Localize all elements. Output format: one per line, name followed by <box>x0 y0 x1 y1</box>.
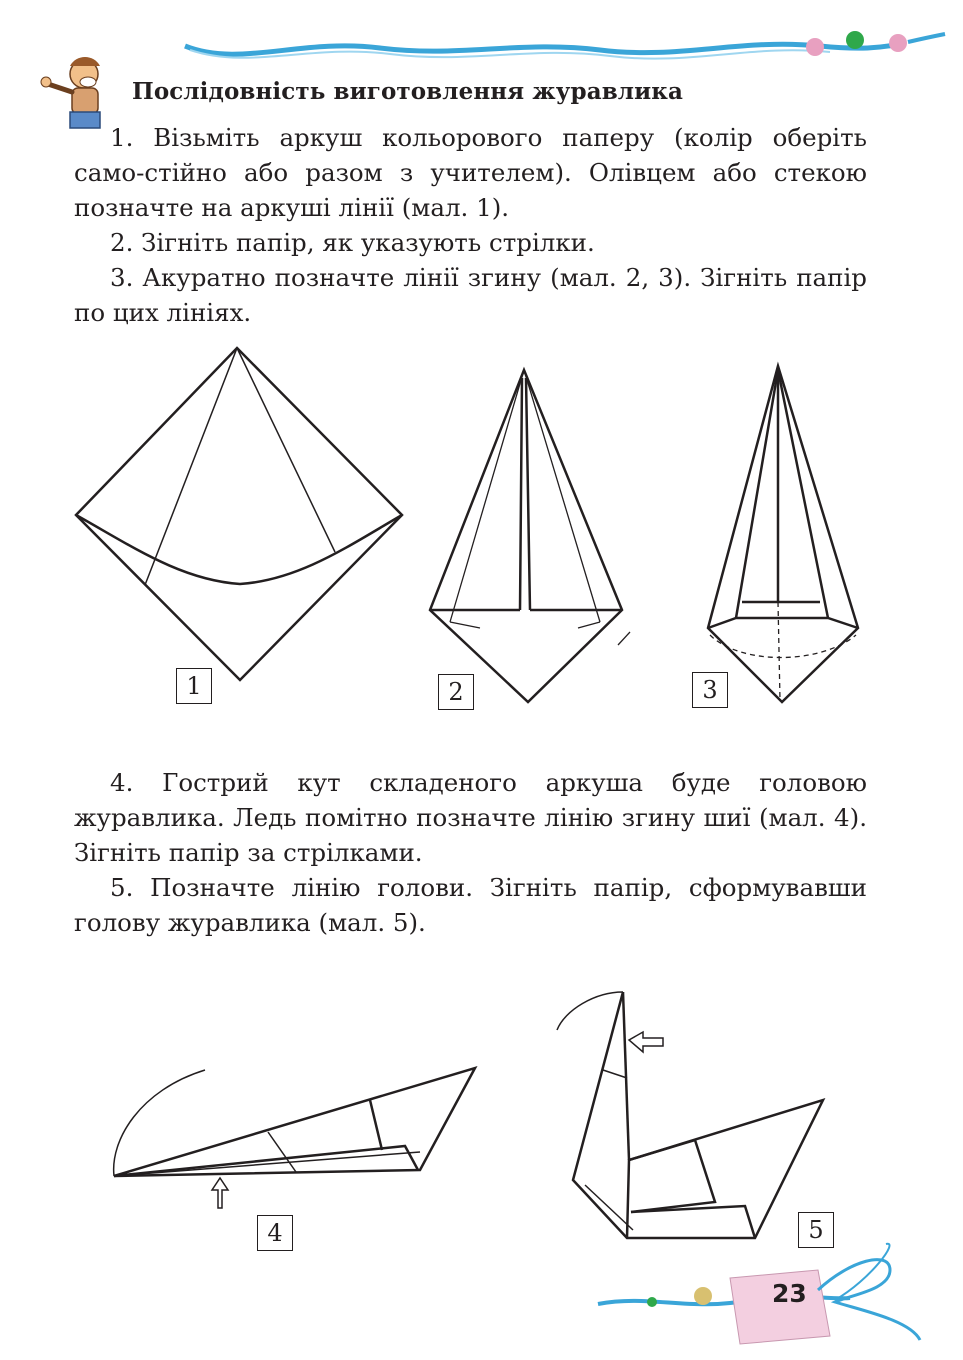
figure-3-diagram <box>700 360 870 710</box>
step-1: 1. Візьміть аркуш кольорового паперу (колір оберіть само-стійно або разом з учителем). Олівцем або стекою позначте на аркуші лінії (мал. 1). <box>74 123 867 222</box>
figure-2-label: 2 <box>438 674 474 710</box>
step-5: 5. Позначте лінію голови. Зігніть папір, сформувавши голову журавлика (мал. 5). <box>74 873 867 937</box>
page-number: 23 <box>772 1279 807 1308</box>
section-title: Послідовність виготовлення журавлика <box>132 78 683 105</box>
figure-4-diagram <box>100 1060 490 1220</box>
figure-2-diagram <box>420 360 640 710</box>
green-bead-icon <box>647 1297 657 1307</box>
step-4: 4. Гострий кут складеного аркуша буде головою журавлика. Ледь помітно позначте лінію згину шиї (мал. 4). Зігніть папір за стрілками. <box>74 768 867 867</box>
figure-1-diagram <box>70 340 410 700</box>
pink-bead-icon <box>889 34 907 52</box>
figure-5-diagram <box>545 980 845 1250</box>
step-3: 3. Акуратно позначте лінії згину (мал. 2, 3). Зігніть папір по цих лініях. <box>74 263 867 327</box>
yellow-bead-icon <box>694 1287 712 1305</box>
steps-bottom <box>74 765 867 940</box>
figure-3-label: 3 <box>692 672 728 708</box>
step-2: 2. Зігніть папір, як указують стрілки. <box>110 228 595 257</box>
pink-bead-icon <box>806 38 824 56</box>
top-ribbon-decoration <box>180 28 950 78</box>
figure-5-label: 5 <box>798 1212 834 1248</box>
figure-4-label: 4 <box>257 1215 293 1251</box>
steps-top <box>74 120 867 330</box>
figure-1-label: 1 <box>176 668 212 704</box>
green-bead-icon <box>846 31 864 49</box>
